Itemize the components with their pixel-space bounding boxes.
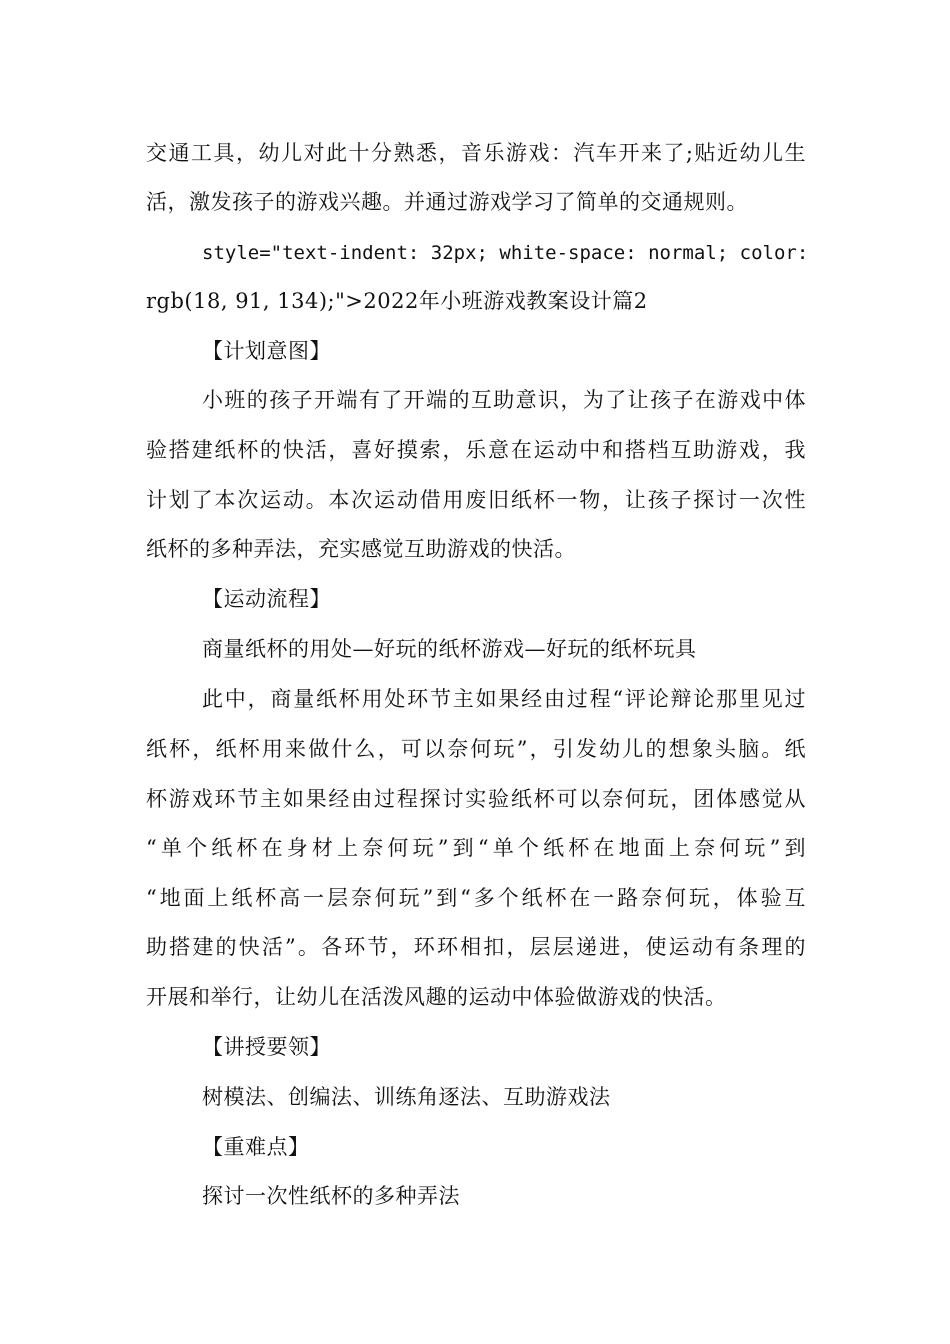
paragraph-line: 开展和举行，让幼儿在活泼风趣的运动中体验做游戏的快活。 xyxy=(146,985,727,1009)
paragraph-line: 小班的孩子开端有了开端的互助意识，为了让孩子在游戏中体 xyxy=(202,388,806,412)
html-fragment-line: style="text-indent: 32px; white-space: normal; color: xyxy=(202,242,809,264)
paragraph-line: “地面上纸杯高一层奈何玩”到“多个纸杯在一路奈何玩，体验互 xyxy=(146,886,806,910)
paragraph-line: 纸杯，纸杯用来做什么，可以奈何玩”，引发幼儿的想象头脑。纸 xyxy=(146,737,806,761)
section-heading: 【计划意图】 xyxy=(202,339,331,363)
section-heading: 【运动流程】 xyxy=(202,587,331,611)
paragraph-line: “单个纸杯在身材上奈何玩”到“单个纸杯在地面上奈何玩”到 xyxy=(146,836,806,860)
paragraph-line: 树模法、创编法、训练角逐法、互助游戏法 xyxy=(202,1085,611,1109)
paragraph-line: 验搭建纸杯的快活，喜好摸索，乐意在运动中和搭档互助游戏，我 xyxy=(146,438,806,462)
paragraph-line: 交通工具，幼儿对此十分熟悉，音乐游戏：汽车开来了;贴近幼儿生 xyxy=(146,141,806,165)
paragraph-line: 活，激发孩子的游戏兴趣。并通过游戏学习了简单的交通规则。 xyxy=(146,190,748,214)
section-heading: 【重难点】 xyxy=(202,1135,310,1159)
section-heading: 【讲授要领】 xyxy=(202,1035,331,1059)
paragraph-line: 探讨一次性纸杯的多种弄法 xyxy=(202,1184,460,1208)
paragraph-line: 纸杯的多种弄法，充实感觉互助游戏的快活。 xyxy=(146,537,576,561)
paragraph-line: 商量纸杯的用处—好玩的纸杯游戏—好玩的纸杯玩具 xyxy=(202,637,697,661)
paragraph-line: 杯游戏环节主如果经由过程探讨实验纸杯可以奈何玩，团体感觉从 xyxy=(146,787,806,811)
paragraph-line: 此中，商量纸杯用处环节主如果经由过程“评论辩论那里见过 xyxy=(202,687,806,711)
section-title-line: rgb(18, 91, 134);">2022年小班游戏教案设计篇2 xyxy=(146,289,648,313)
paragraph-line: 计划了本次运动。本次运动借用废旧纸杯一物，让孩子探讨一次性 xyxy=(146,488,806,512)
paragraph-line: 助搭建的快活”。各环节，环环相扣，层层递进，使运动有条理的 xyxy=(146,935,806,959)
